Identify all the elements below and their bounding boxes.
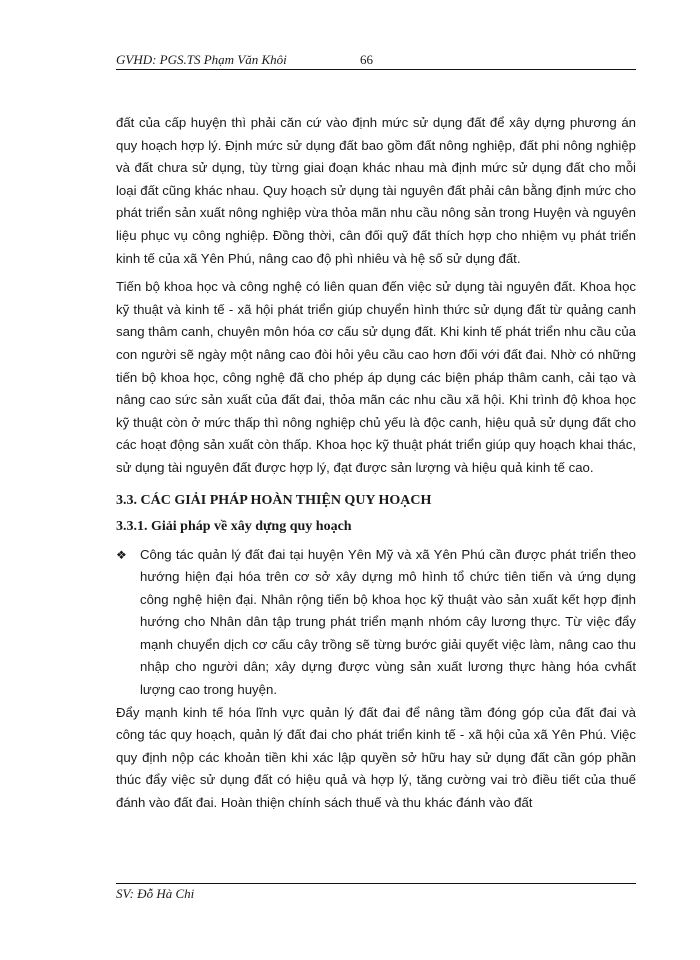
paragraph: Tiến bộ khoa học và công nghệ có liên quan đến việc sử dụng tài nguyên đất. Khoa học kỹ thuật và kinh tế - xã hội phát triển giúp chuyển hình thức sử dụng đất từ quảng canh sang thâm canh, chuyên môn hóa cơ cấu sử dụng đất. Khi kinh tế phát triển nhu cầu của con người sẽ ngày một nâng cao đòi hỏi yêu cầu cao hơn đối với đất đai. Nhờ có những tiến bộ khoa học, công nghệ đã cho phép áp dụng các biện pháp thâm canh, cải tạo và nâng cao sức sản xuất của đất đai, thỏa mãn các nhu cầu xã hội. Khi trình độ khoa học kỹ thuật còn ở mức thấp thì nông nghiệp chủ yếu là độc canh, hiệu quả sử dụng đất cho các hoạt động sản xuất còn thấp. Khoa học kỹ thuật phát triển giúp quy hoạch khai thác, sử dụng tài nguyên đất được hợp lý, đạt được sản lượng và hiệu quả kinh tế cao. xyxy=(116,279,636,475)
paragraph: đất của cấp huyện thì phải căn cứ vào định mức sử dụng đất để xây dựng phương án quy hoạch hợp lý. Định mức sử dụng đất bao gồm đất nông nghiệp, đất phi nông nghiệp và đất chưa sử dụng, tùy từng giai đoạn khác nhau mà định mức sử dụng đất cho mỗi loại đất cũng khác nhau. Quy hoạch sử dụng tài nguyên đất phải cân bằng định mức cho phát triển sản xuất nông nghiệp vừa thỏa mãn nhu cầu nông sản trong Huyện và nguyên liệu phục vụ công nghiệp. Đồng thời, cân đối quỹ đất thích hợp cho nhiệm vụ phát triển kinh tế của xã Yên Phú, nâng cao độ phì nhiêu và hệ số sử dụng đất. xyxy=(116,115,636,266)
subsection-heading: 3.3.1. Giải pháp về xây dựng quy hoạch xyxy=(116,518,352,534)
header-supervisor: GVHD: PGS.TS Phạm Văn Khôi xyxy=(116,52,287,67)
bullet-text: Công tác quản lý đất đai tại huyện Yên Mỹ và xã Yên Phú cần được phát triển theo hướng hiện đại hóa trên cơ sở xây dựng mô hình tổ chức tiên tiến và ứng dụng công nghệ hiện đại. Nhân rộng tiến bộ khoa học kỹ thuật vào sản xuất kết hợp định hướng cho Nhân dân tập trung phát triển mạnh nhóm cây lương thực. Từ việc đẩy mạnh chuyển dịch cơ cấu cây trồng sẽ từng bước giải quyết việc làm, nâng cao thu nhập cho người dân; xây dựng được vùng sản xuất lương thực hàng hóa cvhất lượng cao trong huyện. xyxy=(140,546,636,698)
diamond-bullet-icon: ❖ xyxy=(116,547,127,562)
bullet-item xyxy=(116,544,636,702)
page-body xyxy=(116,112,636,815)
footer-divider xyxy=(116,883,636,884)
paragraph: Đẩy mạnh kinh tế hóa lĩnh vực quản lý đất đai để nâng tầm đóng góp của đất đai và công tác quy hoạch, quản lý đất đai cho phát triển kinh tế - xã hội của xã Yên Phú. Việc quy định nộp các khoản tiền khi xác lập quyền sở hữu hay sử dụng đất cần góp phần thúc đẩy việc sử dụng đất có hiệu quả và hợp lý, tăng cường vai trò điều tiết của thuế đánh vào đất đai. Hoàn thiện chính sách thuế và thu khác đánh vào đất xyxy=(116,704,636,811)
header-divider xyxy=(116,69,636,70)
page-number: 66 xyxy=(360,52,373,67)
section-heading: 3.3. CÁC GIẢI PHÁP HOÀN THIỆN QUY HOẠCH xyxy=(116,492,432,508)
page-footer: SV: Đỗ Hà Chi xyxy=(116,886,195,901)
page-header xyxy=(116,50,636,70)
